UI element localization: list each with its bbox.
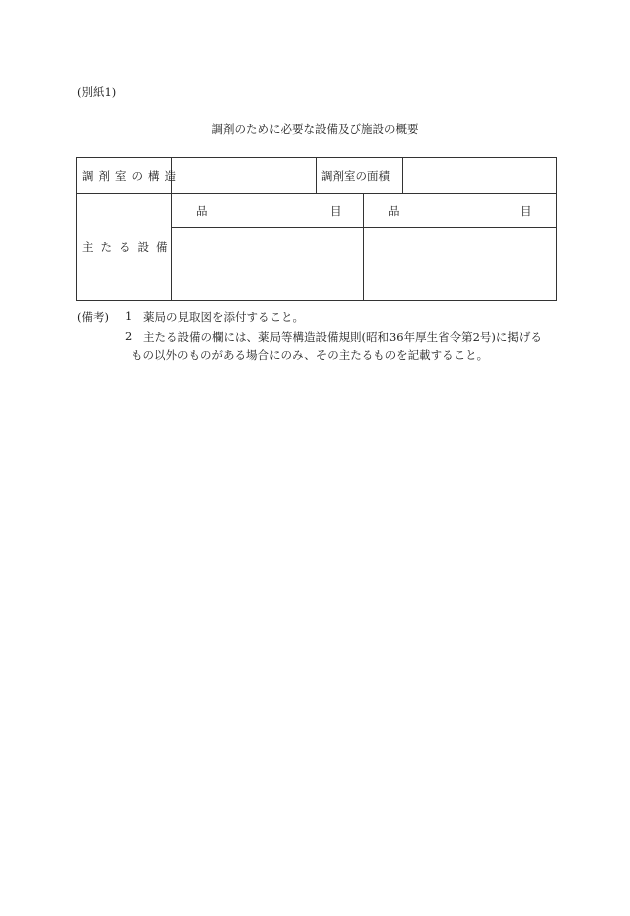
note-number: 1 <box>125 309 133 323</box>
item-header-right-2: 目 <box>520 204 532 218</box>
note-text-continued: もの以外のものがある場合にのみ、その主たるものを記載すること。 <box>131 348 489 362</box>
item-header-left-1: 品 <box>196 204 208 218</box>
notes-label: (備考) <box>77 310 109 324</box>
structure-label: 調剤室の構造 <box>82 169 181 183</box>
document-title: 調剤のために必要な設備及び施設の概要 <box>211 122 419 136</box>
equipment-label: 主たる設備 <box>82 240 175 254</box>
area-label: 調剤室の面積 <box>321 169 390 183</box>
note-text: 薬局の見取図を添付すること。 <box>143 310 304 324</box>
note-text: 主たる設備の欄には、薬局等構造設備規則(昭和36年厚生省令第2号)に掲げる <box>143 330 542 344</box>
note-number: 2 <box>125 329 133 343</box>
item-header-left-2: 目 <box>330 204 342 218</box>
attachment-label: (別紙1) <box>77 85 117 99</box>
item-header-right-1: 品 <box>388 204 400 218</box>
